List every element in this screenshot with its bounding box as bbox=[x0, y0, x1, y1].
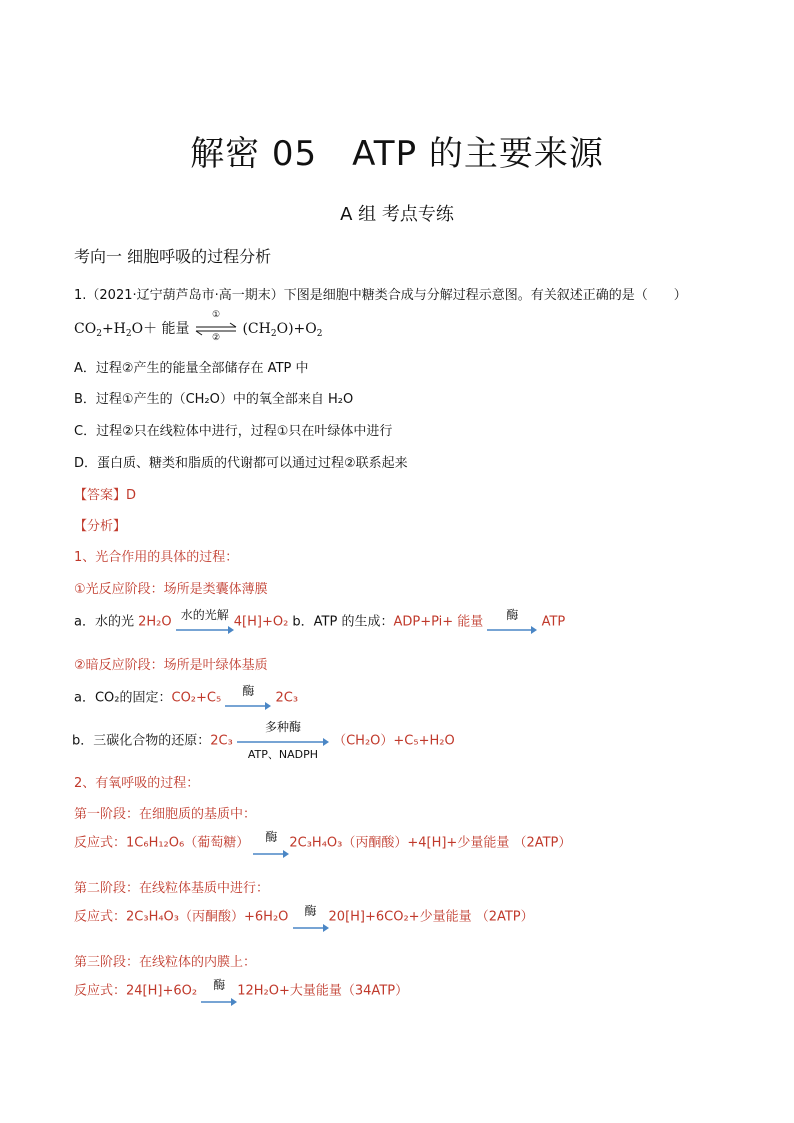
water-label: a．水的光 bbox=[74, 614, 134, 630]
section-heading: 考向一 细胞呼吸的过程分析 bbox=[74, 247, 272, 266]
eq2-reactant: 2C₃H₄O₃（丙酮酸）+6H₂O bbox=[126, 909, 289, 925]
water-reactant: 2H₂O bbox=[138, 614, 172, 630]
water-arrow bbox=[176, 608, 234, 636]
c3-product: （CH₂O）+C₅+H₂O bbox=[333, 733, 455, 749]
atp-arrow bbox=[487, 608, 537, 636]
equation-1 bbox=[74, 828, 571, 860]
light-stage: ①光反应阶段：场所是类囊体薄膜 bbox=[74, 582, 268, 597]
eq1-reactant: 1C₆H₁₂O₆（葡萄糖） bbox=[126, 835, 250, 851]
arrow-label-1: ① bbox=[211, 310, 221, 320]
stage-1: 第一阶段：在细胞质的基质中： bbox=[74, 807, 257, 822]
eq-mid2: O＋ 能量 bbox=[131, 321, 190, 337]
stage-3: 第三阶段：在线粒体的内膜上： bbox=[74, 955, 257, 970]
eq3-prefix: 反应式： bbox=[74, 983, 127, 999]
question-stem: 1.（2021·辽宁葫芦岛市·高一期末）下图是细胞中糖类合成与分解过程示意图。有关叙述正确的是（ ） bbox=[74, 288, 687, 303]
reversible-arrow bbox=[194, 310, 238, 343]
answer: 【答案】D bbox=[74, 488, 137, 503]
eq2-product: 20[H]+6CO₂+少量能量 （2ATP） bbox=[328, 909, 534, 925]
eq3-reactant: 24[H]+6O₂ bbox=[126, 983, 198, 999]
eq1-product: 2C₃H₄O₃（丙酮酸）+4[H]+少量能量 （2ATP） bbox=[289, 835, 572, 851]
water-atp-line bbox=[74, 608, 565, 638]
co2-product: 2C₃ bbox=[275, 690, 299, 706]
eq3-arrow bbox=[201, 976, 237, 1006]
group-subtitle: A 组 考点专练 bbox=[340, 204, 454, 225]
analysis-heading: 【分析】 bbox=[74, 519, 127, 534]
eq3-product: 12H₂O+大量能量（34ATP） bbox=[237, 983, 409, 999]
eq-sub: 2 bbox=[270, 329, 277, 339]
c3-reduction-line bbox=[72, 718, 455, 764]
eq-mid1: +H bbox=[101, 321, 126, 337]
water-arrow-label: 水的光解 bbox=[180, 608, 229, 622]
c3-reactant: 2C₃ bbox=[210, 733, 233, 749]
equation-3 bbox=[74, 976, 408, 1008]
co2-fixation-line bbox=[74, 684, 298, 714]
arrow-label-2: ② bbox=[211, 333, 221, 343]
eq-sub: 2 bbox=[316, 329, 323, 339]
option-d: D．蛋白质、糖类和脂质的代谢都可以通过过程②联系起来 bbox=[74, 456, 408, 471]
option-a: A．过程②产生的能量全部储存在 ATP 中 bbox=[74, 361, 309, 376]
water-product: 4[H]+O₂ bbox=[233, 614, 289, 630]
eq-left: CO bbox=[74, 321, 97, 337]
dark-stage: ②暗反应阶段：场所是叶绿体基质 bbox=[74, 658, 268, 673]
co2-label: a．CO₂的固定： bbox=[74, 690, 172, 706]
c3-arrow-label-top: 多种酶 bbox=[264, 720, 301, 734]
eq-sub: 2 bbox=[96, 329, 102, 339]
c3-label: b．三碳化合物的还原： bbox=[72, 733, 211, 749]
eq-right: (CH bbox=[242, 321, 271, 337]
eq3-arrow-label: 酶 bbox=[213, 978, 226, 992]
eq-right2: O)+O bbox=[276, 321, 317, 337]
equation-2 bbox=[74, 902, 534, 934]
c3-arrow bbox=[237, 718, 329, 764]
stage-2: 第二阶段：在线粒体基质中进行： bbox=[74, 881, 270, 896]
option-b: B．过程①产生的（CH₂O）中的氧全部来自 H₂O bbox=[74, 392, 354, 407]
atp-product: ATP bbox=[541, 614, 566, 630]
eq1-arrow-label: 酶 bbox=[265, 830, 278, 844]
eq2-arrow bbox=[293, 902, 329, 932]
reaction-equation bbox=[74, 310, 323, 343]
co2-reactant: CO₂+C₅ bbox=[171, 690, 222, 706]
page-title: 解密 05 ATP 的主要来源 bbox=[190, 134, 604, 174]
eq2-prefix: 反应式： bbox=[74, 909, 127, 925]
atp-label: b．ATP 的生成： bbox=[288, 614, 394, 630]
atp-arrow-label: 酶 bbox=[506, 608, 519, 622]
atp-reactant: ADP+Pi+ 能量 bbox=[393, 614, 484, 630]
co2-arrow bbox=[225, 684, 271, 712]
eq-sub: 2 bbox=[125, 329, 132, 339]
respiration-heading: 2、有氧呼吸的过程： bbox=[74, 776, 200, 791]
eq1-prefix: 反应式： bbox=[74, 835, 127, 851]
photosynthesis-heading: 1、光合作用的具体的过程： bbox=[74, 550, 239, 565]
eq1-arrow bbox=[253, 828, 289, 858]
option-c: C．过程②只在线粒体中进行，过程①只在叶绿体中进行 bbox=[74, 424, 393, 439]
eq2-arrow-label: 酶 bbox=[304, 904, 317, 918]
c3-arrow-label-bottom: ATP、NADPH bbox=[247, 748, 319, 761]
co2-arrow-label: 酶 bbox=[242, 684, 255, 698]
